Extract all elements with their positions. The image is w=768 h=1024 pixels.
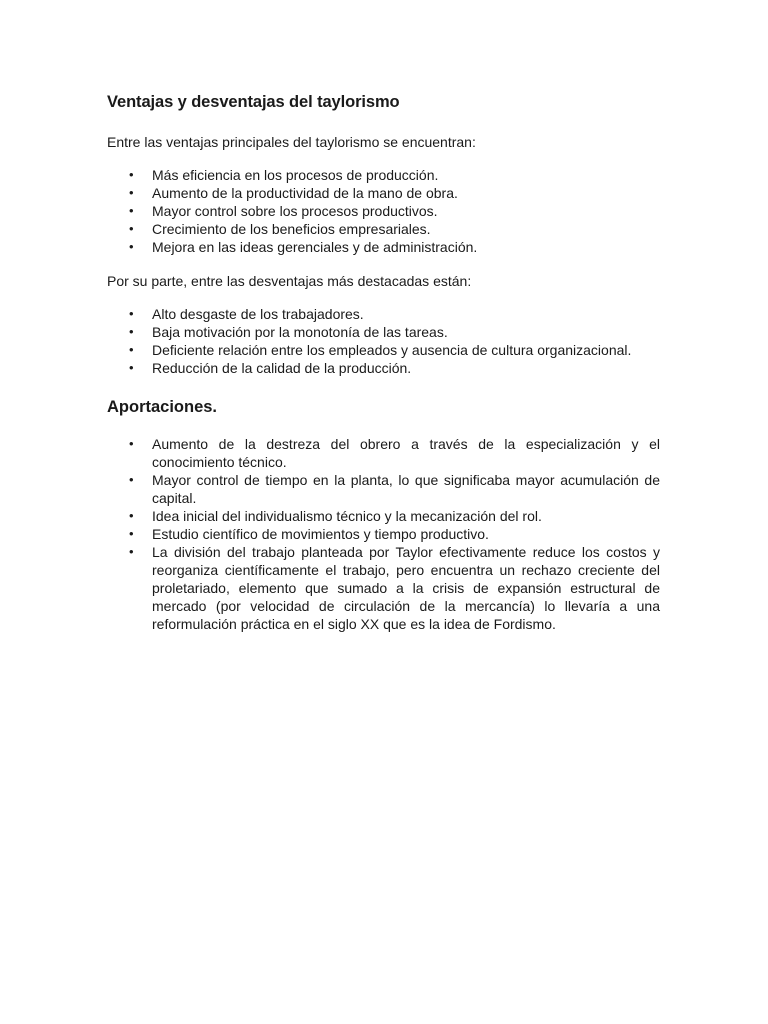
list-item [107,507,660,525]
list-item-text: Deficiente relación entre los empleados y ausencia de cultura organizacional. [152,342,632,358]
disadvantages-list [107,305,660,377]
list-item [107,184,660,202]
advantages-list [107,166,660,256]
list-item-text: Idea inicial del individualismo técnico y la mecanización del rol. [152,508,542,524]
list-item [107,341,660,359]
list-item-text: Baja motivación por la monotonía de las tareas. [152,324,448,340]
disadvantages-intro: Por su parte, entre las desventajas más destacadas están: [107,273,472,289]
list-item [107,471,660,507]
list-item-text: Alto desgaste de los trabajadores. [152,306,364,322]
list-item-text: Mayor control sobre los procesos productivos. [152,203,438,219]
list-item-text: Mejora en las ideas gerenciales y de administración. [152,239,478,255]
bullet-icon: • [129,306,134,321]
contributions-heading: Aportaciones. [107,398,218,416]
bullet-icon: • [129,472,134,487]
list-item-text: Crecimiento de los beneficios empresariales. [152,221,431,237]
list-item [107,435,660,471]
bullet-icon: • [129,221,134,236]
list-item [107,238,660,256]
bullet-icon: • [129,203,134,218]
list-item [107,166,660,184]
document-page [107,92,660,649]
bullet-icon: • [129,508,134,523]
list-item-text: Reducción de la calidad de la producción. [152,360,412,376]
list-item-text: Mayor control de tiempo en la planta, lo que significaba mayor acumulación de capital. [152,472,660,506]
list-item [107,525,660,543]
list-item [107,359,660,377]
bullet-icon: • [129,360,134,375]
list-item [107,323,660,341]
list-item-text: Aumento de la destreza del obrero a través de la especialización y el conocimiento técnico. [152,436,660,470]
contributions-list [107,435,660,633]
bullet-icon: • [129,324,134,339]
list-item-text: Más eficiencia en los procesos de producción. [152,167,439,183]
list-item-text: Estudio científico de movimientos y tiempo productivo. [152,526,489,542]
list-item [107,305,660,323]
advantages-intro: Entre las ventajas principales del taylorismo se encuentran: [107,134,476,150]
list-item-text: Aumento de la productividad de la mano de obra. [152,185,458,201]
list-item [107,202,660,220]
bullet-icon: • [129,526,134,541]
bullet-icon: • [129,239,134,254]
bullet-icon: • [129,185,134,200]
list-item-text: La división del trabajo planteada por Taylor efectivamente reduce los costos y reorganiza científicamente el trabajo, pero encuentra un rechazo creciente del proletariado, elemento que sumado a la crisis de expansión estructural de mercado (por velocidad de circulación de la mercancía) lo llevaría a una reformulación práctica en el siglo XX que es la idea de Fordismo. [152,544,660,632]
list-item [107,543,660,633]
bullet-icon: • [129,436,134,451]
document-title: Ventajas y desventajas del taylorismo [107,93,400,111]
bullet-icon: • [129,544,134,559]
bullet-icon: • [129,342,134,357]
list-item [107,220,660,238]
bullet-icon: • [129,167,134,182]
